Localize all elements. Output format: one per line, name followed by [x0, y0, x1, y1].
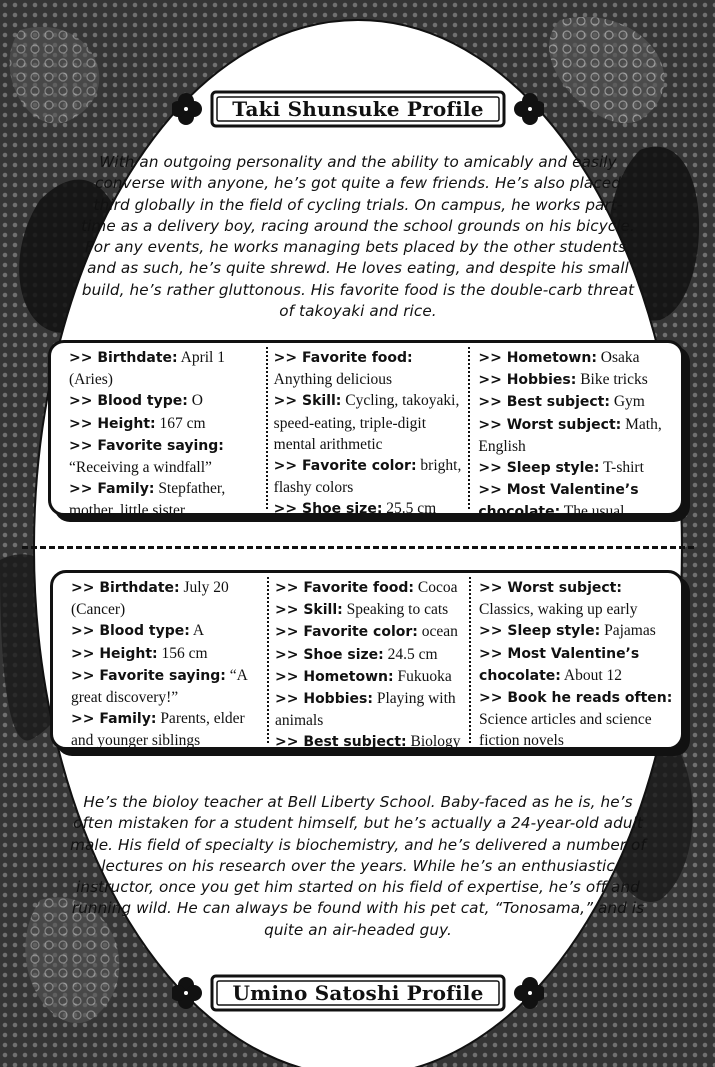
stat-skill: >> Skill: Speaking to cats: [275, 601, 449, 619]
stat-family: >> Family: Stepfather, mother, little sister: [69, 480, 226, 520]
stat-sleep-style: >> Sleep style: T-shirt: [478, 459, 644, 477]
stat-favorite-saying: >> Favorite saying: “A great discovery!”: [71, 666, 247, 707]
stats-column: [267, 577, 469, 751]
stats-column: [266, 347, 469, 518]
stat-valentines-chocolate: >> Most Valentine’s chocolate: The usual: [478, 482, 639, 521]
profile-description: He’s the bioloy teacher at Bell Liberty School. Baby-faced as he is, he’s often mistaken for a student himself, but he’s actually a 24-year-old adult male. His field of specialty is biochemistry, and he’s delivered a number of lectures on his research over the years. While he’s an enthusiastic instructor, once you get him started on his field of expertise, he’s off and running wild. He can always be found with his pet cat, “Tonosama,” and is quite an air-headed guy.: [70, 793, 646, 939]
profile-stats-box: [50, 570, 684, 750]
stat-shoe-size: >> Shoe size: 25.5 cm: [273, 500, 437, 518]
stats-column: [67, 577, 267, 750]
stat-hobbies: >> Hobbies: Bike tricks: [478, 371, 648, 389]
stat-valentines-chocolate: >> Most Valentine’s chocolate: About 12: [479, 645, 640, 684]
stats-column: [469, 577, 681, 750]
stat-favorite-color: >> Favorite color: ocean: [275, 623, 458, 641]
profile-description: With an outgoing personality and the ability to amicably and easily converse with anyone, he’s got quite a few friends. He’s also placed third globally in the field of cycling trials. On campus, he works part-time as a delivery boy, racing around the school grounds on his bicycle. For any events, he works managing bets placed by the other students, and as such, he’s quite shrewd. He loves eating, and despite his small build, he’s rather gluttonous. His favorite food is the double-carb threat of takoyaki and rice.: [81, 153, 635, 321]
stat-best-subject: >> Best subject: Gym: [478, 393, 645, 411]
stat-sleep-style: >> Sleep style: Pajamas: [479, 622, 656, 640]
profile-stats-box: [48, 340, 684, 521]
stat-worst-subject: >> Worst subject: Math, English: [478, 415, 662, 455]
stat-height: >> Height: 167 cm: [69, 414, 206, 432]
stat-hobbies: >> Hobbies: Playing with animals: [275, 690, 456, 730]
stat-skill: >> Skill: Cycling, takoyaki, speed-eating, triple-digit mental arithmetic: [273, 392, 460, 453]
stats-column: [468, 347, 681, 521]
stat-favorite-food: >> Favorite food: Anything delicious: [273, 350, 413, 389]
stat-family: >> Family: Parents, elder and younger siblings: [71, 710, 245, 750]
stat-book: >> Book he reads often: Science articles and science fiction novels: [479, 690, 673, 750]
stat-shoe-size: >> Shoe size: 24.5 cm: [275, 645, 438, 663]
stat-blood-type: >> Blood type: A: [71, 622, 205, 640]
stat-worst-subject: >> Worst subject: Classics, waking up early: [479, 580, 638, 619]
profile-title: Umino Satoshi Profile: [232, 981, 484, 1005]
stat-best-subject: >> Best subject: Biology: [275, 733, 461, 751]
section-divider: [22, 546, 694, 549]
profile-title-banner-top: [172, 86, 544, 132]
stat-birthdate: >> Birthdate: April 1 (Aries): [69, 349, 225, 389]
profile-title: Taki Shunsuke Profile: [232, 97, 484, 121]
stat-birthdate: >> Birthdate: July 20 (Cancer): [71, 579, 229, 619]
stat-height: >> Height: 156 cm: [71, 644, 208, 662]
profile-title-banner-bottom: [172, 970, 544, 1016]
stat-blood-type: >> Blood type: O: [69, 392, 203, 410]
stat-hometown: >> Hometown: Fukuoka: [275, 667, 452, 685]
stat-favorite-color: >> Favorite color: bright, flashy colors: [273, 457, 462, 497]
stat-hometown: >> Hometown: Osaka: [478, 349, 640, 366]
stats-column: [65, 347, 266, 520]
stat-favorite-food: >> Favorite food: Cocoa: [275, 579, 458, 596]
stat-favorite-saying: >> Favorite saying: “Receiving a windfall”: [69, 437, 224, 477]
